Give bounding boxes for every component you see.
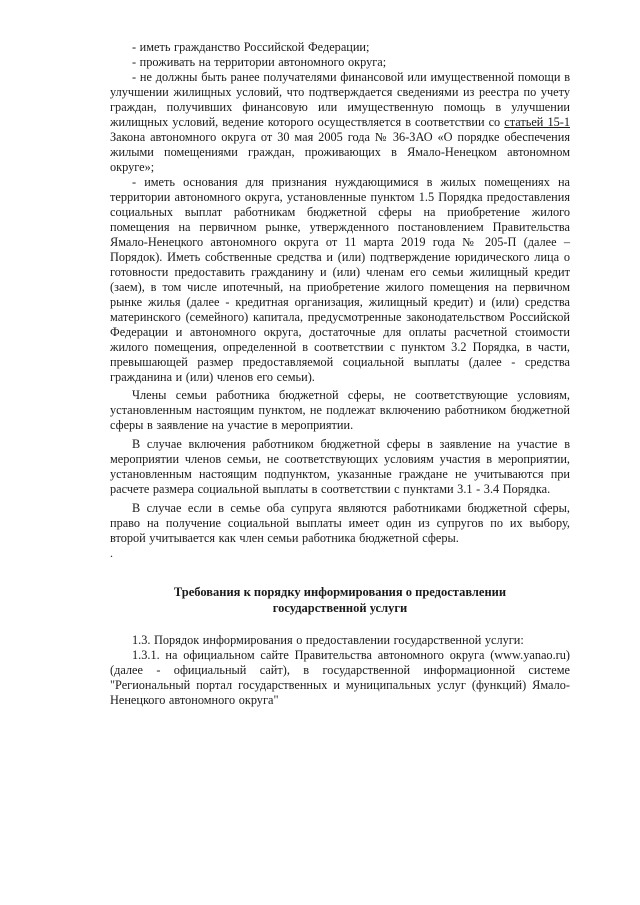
paragraph-residence: - проживать на территории автономного округа; bbox=[132, 55, 387, 69]
paragraph-family-members: Члены семьи работника бюджетной сферы, не соответствующие условиям, установленным настоящим пунктом, не подлежат включению работником бюджетной сферы в заявление на участие в мероприятии. bbox=[110, 388, 570, 432]
paragraph-no-prior-assistance-text-end: Закона автономного округа от 30 мая 2005 года № 36-ЗАО «О порядке обеспечения жилыми помещениями граждан, проживающих в Ямало-Ненецком автономном округе»; bbox=[110, 130, 570, 174]
paragraph-no-prior-assistance bbox=[110, 70, 570, 175]
section-heading-line-1: Требования к порядку информирования о предоставлении bbox=[173, 585, 507, 599]
document-body bbox=[110, 40, 570, 708]
paragraph-official-website: 1.3.1. на официальном сайте Правительства автономного округа (www.yanao.ru) (далее - официальный сайт), в государственной информационной системе "Региональный портал государственных и муниципальных услуг (функций) Ямало-Ненецкого автономного округа" bbox=[110, 648, 570, 707]
law-article-link[interactable]: статьей 15-1 bbox=[504, 115, 570, 129]
paragraph-housing-need: - иметь основания для признания нуждающимися в жилых помещениях на территории автономного округа, установленные пунктом 1.5 Порядка предоставления социальных выплат работникам бюджетной сферы на приобретение жилого помещения на первичном рынке, утвержденного постановлением Правительства Ямало-Ненецкого автономного округа от 11 марта 2019 года № 205-П (далее – Порядок). Иметь собственные средства и (или) подтверждение юридического лица о готовности предоставить гражданину и (или) членам его семьи жилищный кредит (заем), в том числе ипотечный, на приобретение жилого помещения на первичном рынке жилья (далее - кредитная организация, жилищный кредит) и (или) средства материнского (семейного) капитала, предусмотренные законодательством Российской Федерации и автономного округа, достаточные для оплаты расчетной стоимости жилого помещения, определенной в соответствии с пунктом 3.2 Порядка, в части, превышающей размер предоставляемой социальной выплаты (далее - средства гражданина и (или) членов его семьи). bbox=[110, 175, 570, 384]
paragraph-spouses: В случае если в семье оба супруга являются работниками бюджетной сферы, право на получение социальной выплаты имеет один из супругов по их выбору, второй учитывается как член семьи работника бюджетной сферы. bbox=[110, 501, 570, 545]
paragraph-no-prior-assistance-text-start: - не должны быть ранее получателями финансовой или имущественной помощи в улучшении жилищных условий, что подтверждается сведениями из реестра по учету граждан, получивших финансовую или имущественную помощь в улучшении жилищных условий, ведение которого осуществляется в соответствии со bbox=[110, 70, 570, 129]
paragraph-information-procedure: 1.3. Порядок информирования о предоставлении государственной услуги: bbox=[132, 633, 524, 647]
paragraph-inclusion-case: В случае включения работником бюджетной сферы в заявление на участие в мероприятии членов семьи, не соответствующих условиям участия в мероприятии, установленным настоящим подпунктом, указанные граждане не учитываются при расчете размера социальной выплаты в соответствии с пунктами 3.1 - 3.4 Порядка. bbox=[110, 437, 570, 496]
section-heading-line-2: государственной услуги bbox=[272, 601, 408, 615]
stray-dot: . bbox=[110, 546, 113, 560]
paragraph-citizenship: - иметь гражданство Российской Федерации; bbox=[132, 40, 370, 54]
